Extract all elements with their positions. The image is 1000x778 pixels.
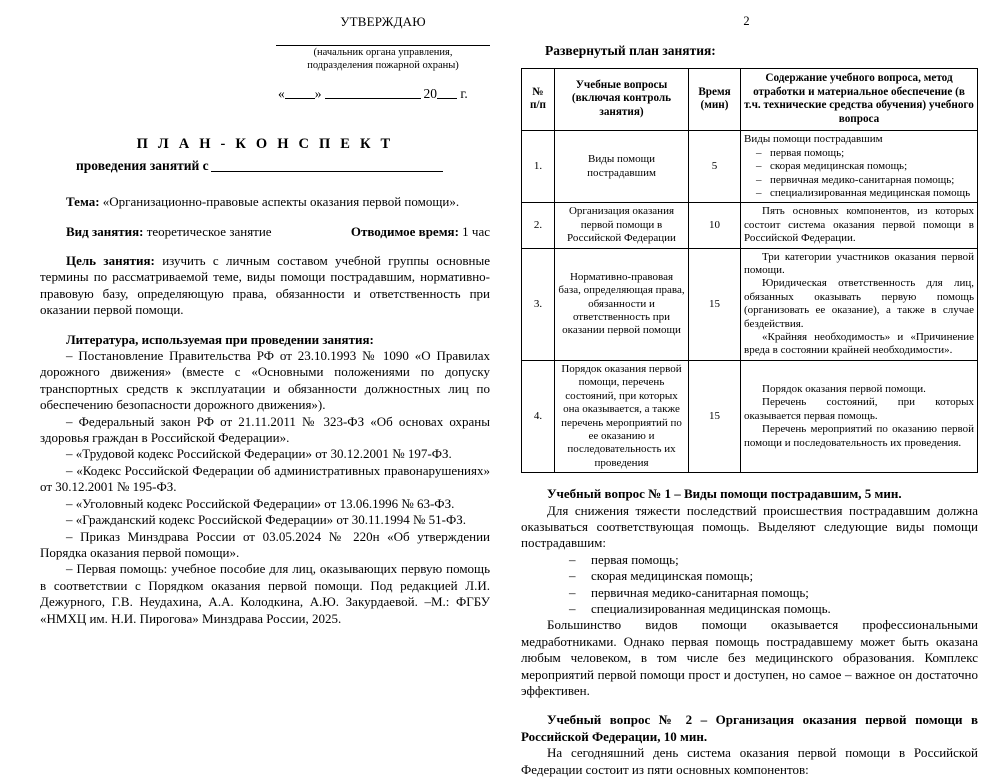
date-year-suffix: г. [460, 86, 468, 102]
spacer [521, 699, 978, 712]
content-paragraph: Пять основных компонентов, из которых состоит система оказания первой помощи в Российской Федерации. [744, 205, 974, 245]
approval-subtitle-line1: (начальник органа управления, [313, 47, 453, 58]
literature-item: – Приказ Минздрава России от 03.05.2024 № 220н «Об утверждении Порядка оказания первой помощи». [40, 528, 490, 560]
document-subtitle-blank [211, 159, 443, 172]
allotted-time-group [351, 224, 490, 240]
table-row [522, 131, 978, 203]
question-1-bullets [521, 552, 978, 618]
literature-item: – Постановление Правительства РФ от 23.10.1993 № 1090 «О Правилах дорожного движения» (вместе с «Основными положениями по допуску транспортных средств к эксплуатации и обязанности должностных лиц по обеспечению безопасности дорожного движения»). [40, 348, 490, 413]
column-header-time [689, 69, 741, 131]
row-question: Виды помощи пострадавшим [555, 131, 689, 203]
lesson-type-label: Вид занятия: [66, 223, 144, 239]
plan-heading: Развернутый план занятия: [545, 43, 716, 58]
spacer [40, 211, 490, 224]
approval-block [276, 14, 490, 102]
list-item: – скорая медицинская помощь; [521, 568, 978, 584]
date-year-prefix: 20 [423, 86, 437, 102]
content-paragraph: Три категории участников оказания первой помощи. [744, 250, 974, 277]
spacer [40, 319, 490, 332]
header-c-line1: Содержание учебного вопроса, метод отработки [753, 72, 953, 98]
content-list-item: – первичная медико-санитарная помощь; [744, 174, 974, 187]
column-header-content [741, 69, 978, 131]
theme-value: «Организационно-правовые аспекты оказания первой помощи». [102, 194, 460, 210]
question-1-heading: Учебный вопрос № 1 – Виды помощи пострадавшим, 5 мин. [547, 486, 902, 502]
row-number: 4. [522, 360, 555, 472]
content-intro: Виды помощи пострадавшим [744, 133, 883, 146]
date-day-blank [285, 87, 315, 99]
content-paragraph: Перечень состояний, при которых оказывается первая помощь. [744, 396, 974, 422]
content-paragraph: Юридическая ответственность для лиц, обязанных оказывать первую помощь (организовать ее оказание), а также в случае бездействия. [744, 277, 974, 330]
column-header-number [522, 69, 555, 131]
header-q-line1: Учебные вопросы [575, 78, 668, 91]
approval-title: УТВЕРЖДАЮ [340, 14, 426, 29]
approval-subtitle-line2: подразделения пожарной охраны) [307, 59, 459, 71]
row-number: 1. [522, 131, 555, 203]
row-time: 15 [689, 248, 741, 360]
header-c-line3: средства обучения) учебного вопроса [829, 99, 974, 125]
literature-item: – «Трудовой кодекс Российской Федерации» от 30.12.2001 № 197-ФЗ. [66, 446, 452, 462]
date-year-blank [437, 87, 457, 99]
spacer [40, 240, 490, 253]
goal-paragraph [40, 253, 490, 319]
list-item: – первичная медико-санитарная помощь; [521, 585, 978, 601]
lesson-type-group [66, 224, 272, 240]
table-body [522, 131, 978, 473]
allotted-time-label: Отводимое время: [350, 223, 459, 239]
table-header-row [522, 69, 978, 131]
question-2-intro: На сегодняшний день система оказания первой помощи в Российской Федерации состоит из пяти основных компонентов: [521, 745, 978, 777]
page-number: 2 [743, 14, 750, 28]
list-item: – специализированная медицинская помощь. [521, 601, 978, 617]
goal-label: Цель занятия: [66, 253, 155, 268]
table-row [522, 203, 978, 248]
table-row [522, 360, 978, 472]
literature-item: – Первая помощь: учебное пособие для лиц, оказывающих первую помощь в соответствии с Порядком оказания первой помощи. Под редакцией Л.И. Дежурного, Г.В. Неудахина, А.А. Колодкина, А.Ю. Закурдаевой. –М.: ФГБУ «НМХЦ им. Н.И. Пирогова» Минздрава России, 2025. [40, 561, 490, 626]
row-content [741, 248, 978, 360]
allotted-time-value: 1 час [462, 223, 490, 239]
theme-label: Тема: [66, 194, 100, 210]
header-num-line2: п/п [529, 99, 546, 112]
row-time: 10 [689, 203, 741, 248]
row-number: 3. [522, 248, 555, 360]
header-c-line2: и материальное обеспечение (в т.ч. технические [744, 85, 965, 112]
approval-date-line [276, 86, 490, 102]
literature-heading: Литература, используемая при проведении занятия: [66, 331, 374, 347]
content-paragraph: «Крайняя необходимость» и «Причинение вреда в состоянии крайней необходимости». [744, 331, 974, 357]
document-subtitle-label: проведения занятий с [76, 158, 209, 174]
spacer [40, 174, 490, 194]
question-1-intro: Для снижения тяжести последствий происшествия пострадавшим должна оказываться соответствующая помощь. Выделяют следующие виды помощи пострадавшим: [521, 502, 978, 551]
row-number: 2. [522, 203, 555, 248]
date-quote-open: « [278, 86, 285, 102]
header-t-line1: Время [698, 85, 731, 98]
row-question: Нормативно-правовая база, определяющая права, обязанности и ответственность при оказании первой помощи [555, 248, 689, 360]
approval-signature-rule [276, 36, 490, 46]
content-dash-list [744, 147, 974, 201]
literature-item: – Федеральный закон РФ от 21.11.2011 № 323-ФЗ «Об основах охраны здоровья граждан в Российской Федерации». [40, 413, 490, 446]
lesson-plan-table [521, 68, 978, 473]
row-content [741, 360, 978, 472]
row-question: Порядок оказания первой помощи, перечень состояний, при которых она оказывается, а также перечень мероприятий по ее оказанию и последовательность их проведения [555, 360, 689, 472]
question-1-outro: Большинство видов помощи оказывается профессиональными медработниками. Однако первая помощь пострадавшему может быть оказана любым человеком, в том числе без медицинского образования. Комплекс мероприятий первой помощи прост и доступен, но самое – важное он достаточно эффективен. [521, 617, 978, 698]
theme-line [40, 194, 490, 210]
lesson-type-row [40, 224, 490, 240]
goal-value: изучить с личным составом учебной группы основные термины по рассматриваемой теме, виды помощи пострадавшим, нормативно-правовую базу, определяющую права, обязанности и ответственность при оказании первой помощи. [40, 253, 490, 318]
page-title: П Л А Н - К О Н С П Е К Т [136, 136, 394, 153]
document-subtitle [40, 158, 490, 174]
row-question: Организация оказания первой помощи в Российской Федерации [555, 203, 689, 248]
left-column [0, 0, 508, 729]
right-column [508, 0, 1000, 777]
column-header-questions [555, 69, 689, 131]
question-2-heading: Учебный вопрос № 2 – Организация оказания первой помощи в Российской Федерации, 10 мин. [521, 712, 978, 744]
spacer [521, 473, 978, 486]
header-q-line3: занятия) [599, 105, 644, 118]
row-time: 5 [689, 131, 741, 203]
header-num-line1: № [532, 85, 544, 98]
literature-item: – «Уголовный кодекс Российской Федерации» от 13.06.1996 № 63-ФЗ. [66, 495, 455, 511]
literature-list [40, 348, 490, 627]
content-list-item: – скорая медицинская помощь; [744, 160, 974, 173]
content-list-item: – специализированная медицинская помощь [744, 187, 974, 200]
header-q-line2: (включая контроль [571, 92, 672, 105]
row-time: 15 [689, 360, 741, 472]
content-paragraph: Перечень мероприятий по оказанию первой помощи и последовательность их проведения. [744, 423, 974, 449]
literature-item: – «Гражданский кодекс Российской Федерации» от 30.11.1994 № 51-ФЗ. [66, 512, 466, 528]
content-paragraph: Порядок оказания первой помощи. [762, 382, 926, 395]
row-content [741, 131, 978, 203]
lesson-type-value: теоретическое занятие [146, 223, 272, 239]
content-list-item: – первая помощь; [744, 147, 974, 160]
date-quote-close: » [314, 86, 322, 102]
table-head [522, 69, 978, 131]
list-item: – первая помощь; [521, 552, 978, 568]
literature-item: – «Кодекс Российской Федерации об административных правонарушениях» от 30.12.2001 № 195-ФЗ. [40, 462, 490, 495]
row-content [741, 203, 978, 248]
date-month-blank [325, 87, 421, 99]
header-t-line2: (мин) [700, 99, 729, 112]
table-row [522, 248, 978, 360]
